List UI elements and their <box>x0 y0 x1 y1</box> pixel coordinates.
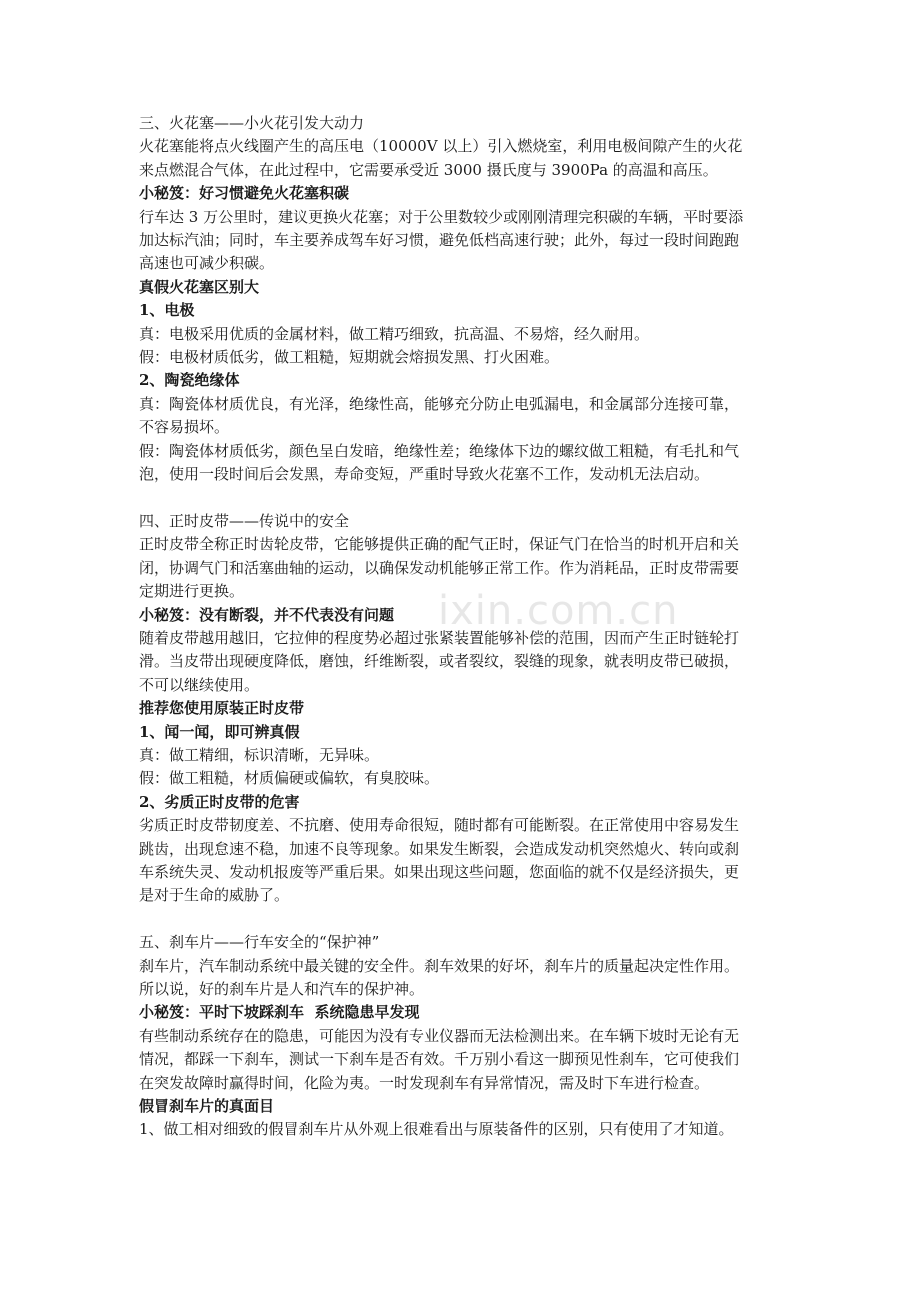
heading-line: 小秘笈：平时下坡踩刹车 系统隐患早发现 <box>139 1003 420 1022</box>
text-line: 假：做工粗糙，材质偏硬或偏软，有臭胶味。 <box>139 769 440 788</box>
text-line: 假：陶瓷体材质低劣，颜色呈白发暗，绝缘性差；绝缘体下边的螺纹做工粗糙，有毛扎和气 <box>139 441 740 460</box>
blank-line <box>139 908 784 931</box>
text-line: 有些制动系统存在的隐患，可能因为没有专业仪器而无法检测出来。在车辆下坡时无论有无 <box>139 1026 740 1045</box>
text-line: 闭，协调气门和活塞曲轴的运动，以确保发动机能够正常工作。作为消耗品，正时皮带需要 <box>139 558 740 577</box>
text-line: 四、正时皮带——传说中的安全 <box>139 511 350 530</box>
heading-line: 1、电极 <box>139 301 195 320</box>
text-line: 随着皮带越用越旧，它拉伸的程度势必超过张紧装置能够补偿的范围，因而产生正时链轮打 <box>139 628 740 647</box>
heading-line: 2、陶瓷绝缘体 <box>139 371 240 390</box>
text-line: 三、火花塞——小火花引发大动力 <box>139 114 365 132</box>
heading-line: 2、劣质正时皮带的危害 <box>139 792 300 811</box>
text-line: 真：电极采用优质的金属材料，做工精巧细致，抗高温、不易熔，经久耐用。 <box>139 324 650 343</box>
text-line: 滑。当皮带出现硬度降低，磨蚀，纤维断裂，或者裂纹，裂缝的现象，就表明皮带已破损， <box>139 652 740 671</box>
text-line: 劣质正时皮带韧度差、不抗磨、使用寿命很短，随时都有可能断裂。在正常使用中容易发生 <box>139 816 740 835</box>
text-line: 真：做工精细，标识清晰，无异味。 <box>139 745 380 764</box>
text-line: 在突发故障时赢得时间，化险为夷。一时发现刹车有异常情况，需及时下车进行检查。 <box>139 1073 710 1092</box>
heading-line: 1、闻一闻，即可辨真假 <box>139 722 300 741</box>
text-line: 正时皮带全称正时齿轮皮带，它能够提供正确的配气正时，保证气门在恰当的时机开启和关 <box>139 535 740 554</box>
text-line: 五、刹车片——行车安全的“保护神” <box>139 933 380 952</box>
text-line: 高速也可减少积碳。 <box>139 254 275 273</box>
heading-line: 小秘笈：没有断裂，并不代表没有问题 <box>139 605 395 624</box>
text-line: 所以说，好的刹车片是人和汽车的保护神。 <box>139 980 425 998</box>
document-body <box>139 112 784 1142</box>
text-line: 假：电极材质低劣，做工粗糙，短期就会熔损发黑、打火困难。 <box>139 348 560 367</box>
heading-line: 推荐您使用原装正时皮带 <box>139 699 305 718</box>
heading-line: 假冒刹车片的真面目 <box>139 1097 275 1116</box>
text-line: 加达标汽油；同时，车主要养成驾车好习惯，避免低档高速行驶；此外，每过一段时间跑跑 <box>139 231 740 250</box>
text-line: 不容易损坏。 <box>139 418 230 437</box>
text-line: 真：陶瓷体材质优良，有光泽，绝缘性高，能够充分防止电弧漏电，和金属部分连接可靠， <box>139 394 740 413</box>
text-line: 火花塞能将点火线圈产生的高压电（10000V 以上）引入燃烧室，利用电极间隙产生的火花 <box>139 137 743 156</box>
text-line: 泡，使用一段时间后会发黑，寿命变短，严重时导致火花塞不工作，发动机无法启动。 <box>139 465 710 484</box>
text-line: 不可以继续使用。 <box>139 675 260 694</box>
heading-line: 小秘笈：好习惯避免火花塞积碳 <box>139 184 350 203</box>
heading-line: 真假火花塞区别大 <box>139 277 260 296</box>
text-line: 车系统失灵、发动机报废等严重后果。如果出现这些问题，您面临的就不仅是经济损失，更 <box>139 862 740 881</box>
text-line: 是对于生命的威胁了。 <box>139 886 290 905</box>
text-line: 刹车片，汽车制动系统中最关键的安全件。刹车效果的好坏，刹车片的质量起决定性作用。 <box>139 956 740 975</box>
blank-line <box>139 487 784 510</box>
text-line: 情况，都踩一下刹车，测试一下刹车是否有效。千万别小看这一脚预见性刹车，它可使我们 <box>139 1050 740 1069</box>
text-line: 1、做工相对细致的假冒刹车片从外观上很难看出与原装备件的区别，只有使用了才知道。 <box>139 1120 734 1139</box>
text-line: 定期进行更换。 <box>139 582 245 601</box>
text-line: 来点燃混合气体，在此过程中，它需要承受近 3000 摄氏度与 3900Pa 的高温和高压。 <box>139 160 718 179</box>
watermark: ixin.com.cn <box>438 588 679 634</box>
text-line: 行车达 3 万公里时，建议更换火花塞；对于公里数较少或刚刚清理完积碳的车辆，平时要添 <box>139 207 744 226</box>
text-line: 跳齿，出现怠速不稳，加速不良等现象。如果发生断裂，会造成发动机突然熄火、转向或刹 <box>139 839 740 858</box>
